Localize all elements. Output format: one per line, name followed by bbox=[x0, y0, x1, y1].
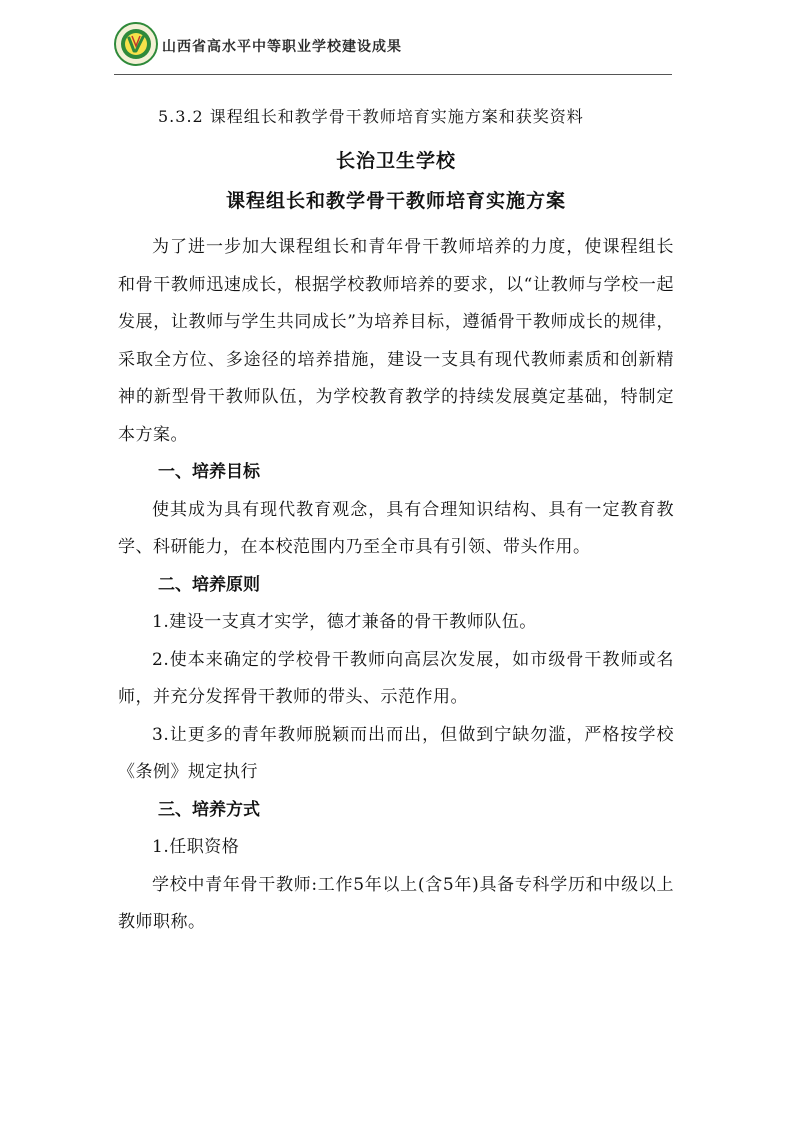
method-item-1-text: 学校中青年骨干教师:工作5年以上(含5年)具备专科学历和中级以上教师职称。 bbox=[118, 874, 674, 932]
method-item-1-title: 1.任职资格 bbox=[152, 837, 240, 857]
heading-method: 三、培养方式 bbox=[158, 799, 260, 820]
intro-paragraph: 为了进一步加大课程组长和青年骨干教师培养的力度，使课程组长和骨干教师迅速成长，根据学校教师培养的要求，以“让教师与学校一起发展，让教师与学生共同成长”为培养目标，遵循骨干教师成长的规律，采取全方位、多途径的培养措施，建设一支具有现代教师素质和创新精神的新型骨干教师队伍，为学校教育教学的持续发展奠定基础，特制定本方案。 bbox=[118, 237, 674, 445]
page-header bbox=[114, 22, 672, 75]
principle-item-3: 3.让更多的青年教师脱颖而出而出，但做到宁缺勿滥，严格按学校《条例》规定执行 bbox=[118, 724, 674, 782]
school-emblem-icon bbox=[114, 22, 158, 66]
goal-paragraph: 使其成为具有现代教育观念，具有合理知识结构、具有一定教育教学、科研能力，在本校范围内乃至全市具有引领、带头作用。 bbox=[118, 499, 674, 557]
principle-item-1: 1.建设一支真才实学，德才兼备的骨干教师队伍。 bbox=[152, 612, 537, 632]
document-body bbox=[118, 104, 674, 942]
document-title: 课程组长和教学骨干教师培育实施方案 bbox=[225, 190, 566, 212]
section-number: 5.3.2 课程组长和教学骨干教师培育实施方案和获奖资料 bbox=[158, 107, 584, 126]
heading-principle: 二、培养原则 bbox=[158, 574, 260, 595]
school-name: 长治卫生学校 bbox=[335, 150, 456, 172]
header-title: 山西省高水平中等职业学校建设成果 bbox=[162, 39, 402, 55]
heading-goal: 一、培养目标 bbox=[158, 462, 260, 482]
principle-item-2: 2.使本来确定的学校骨干教师向高层次发展，如市级骨干教师或名师，并充分发挥骨干教师的带头、示范作用。 bbox=[118, 649, 674, 707]
